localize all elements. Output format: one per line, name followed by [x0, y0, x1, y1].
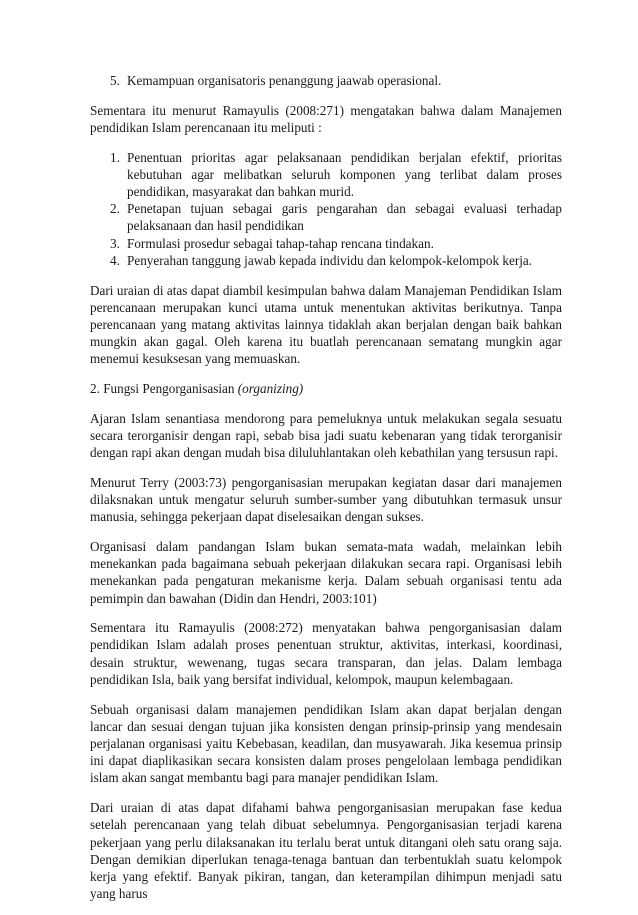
list-text: Penentuan prioritas agar pelaksanaan pendidikan berjalan efektif, prioritas kebutuhan agar melibatkan seluruh komponen yang terlibat dalam proses pendidikan, masyarakat dan bahkan murid. [127, 149, 562, 200]
list-text: Penetapan tujuan sebagai garis pengarahan dan sebagai evaluasi terhadap pelaksanaan dan hasil pendidikan [127, 201, 562, 234]
list-perencanaan [90, 149, 562, 269]
list-number: 4. [110, 252, 120, 268]
paragraph-conclusion-perencanaan: Dari uraian di atas dapat diambil kesimpulan bahwa dalam Manajeman Pendidikan Islam perencanaan merupakan kunci utama untuk menentukan aktivitas berikutnya. Tanpa perencanaan yang matang aktivitas lainnya tidaklah akan berjalan dengan baik bahkan mungkin akan gagal. Oleh karena itu buatlah perencanaan sematang mungkin agar menemui kesuksesan yang memuaskan. [90, 282, 562, 367]
paragraph-organisasi: Organisasi dalam pandangan Islam bukan semata-mata wadah, melainkan lebih menekankan pada bagaimana sebuah pekerjaan dilakukan secara rapi. Organisasi lebih menekankan pada pengaturan mekanisme kerja. Dalam sebuah organisasi tentu ada pemimpin dan bawahan (Didin dan Hendri, 2003:101) [90, 538, 562, 606]
list-item [90, 149, 562, 201]
paragraph-ramayulis-2008-272: Sementara itu Ramayulis (2008:272) menyatakan bahwa pengorganisasian dalam pendidikan Islam adalah proses penentuan struktur, aktivitas, interkasi, koordinasi, desain struktur, wewenang, tugas secara transparan, dan jelas. Dalam lembaga pendidikan Isla, baik yang bersifat individual, kelompok, maupun kelembagaan. [90, 620, 562, 687]
list-top [90, 72, 562, 89]
list-text: Penyerahan tanggung jawab kepada individu dan kelompok-kelompok kerja. [127, 252, 533, 268]
list-number: 1. [110, 149, 120, 165]
list-item [90, 72, 562, 89]
list-number: 5. [110, 73, 120, 88]
paragraph-fase-kedua: Dari uraian di atas dapat difahami bahwa pengorganisasian merupakan fase kedua setelah perencanaan yang telah dibuat sebelumnya. Pengorganisasian terjadi karena pekerjaan yang perlu dilaksanakan itu terlalu berat untuk ditangani oleh satu orang saja. Dengan demikian diperlukan tenaga-tenaga bantuan dan terbentuklah suatu kelompok kerja yang efektif. Banyak pikiran, tangan, dan keterampilan dihimpun menjadi satu yang harus [90, 800, 562, 902]
section-heading [90, 380, 562, 397]
heading-text: 2. Fungsi Pengorganisasian [90, 381, 238, 397]
list-text: Kemampuan organisatoris penanggung jaawab operasional. [127, 73, 442, 88]
list-text: Formulasi prosedur sebagai tahap-tahap rencana tindakan. [127, 235, 434, 251]
heading-italic: (organizing) [237, 381, 304, 397]
document-page [90, 72, 562, 915]
list-number: 3. [110, 235, 120, 251]
list-item [90, 200, 562, 234]
list-item [90, 235, 562, 252]
list-item [90, 252, 562, 269]
paragraph-ajaran-islam: Ajaran Islam senantiasa mendorong para pemeluknya untuk melakukan segala sesuatu secara terorganisir dengan rapi, sebab bisa jadi suatu kebenaran yang tidak terorganisir dengan rapi akan dengan mudah bisa diluluhlantakan oleh kebathilan yang tersusun rapi. [90, 410, 562, 461]
list-number: 2. [110, 201, 120, 217]
paragraph-ramayulis-intro: Sementara itu menurut Ramayulis (2008:271) mengatakan bahwa dalam Manajemen pendidikan Islam perencanaan itu meliputi : [90, 102, 562, 135]
paragraph-prinsip: Sebuah organisasi dalam manajemen pendidikan Islam akan dapat berjalan dengan lancar dan sesuai dengan tujuan jika konsisten dengan prinsip-prinsip yang mendesain perjalanan organisasi yaitu Kebebasan, keadilan, dan musyawarah. Jika kesemua prinsip ini dapat diaplikasikan secara konsisten dalam proses pengelolaan lembaga pendidikan islam akan sangat membantu bagi para manajer pendidikan Islam. [90, 701, 562, 786]
paragraph-terry: Menurut Terry (2003:73) pengorganisasian merupakan kegiatan dasar dari manajemen dilaksnakan untuk mengatur seluruh sumber-sumber yang dibutuhkan termasuk unsur manusia, sehingga pekerjaan dapat diselesaikan dengan sukses. [90, 474, 562, 525]
